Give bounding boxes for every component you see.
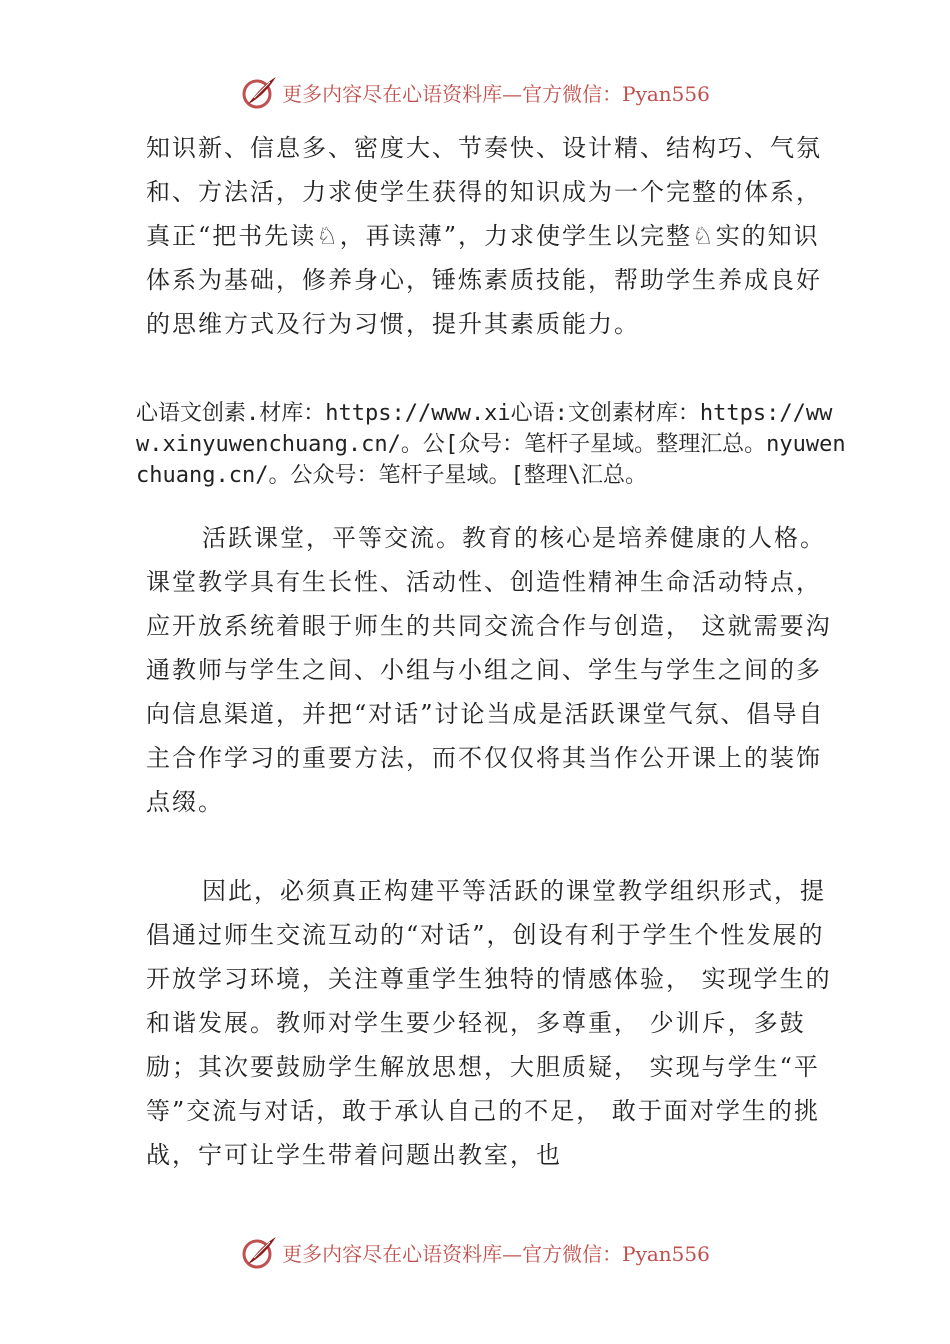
banner-label: 更多内容尽在心语资料库—官方微信： xyxy=(282,81,623,106)
banner-label: 更多内容尽在心语资料库—官方微信： xyxy=(282,1241,623,1266)
banner-wechat-id: Pyan556 xyxy=(622,1241,710,1266)
banner-wechat-id: Pyan556 xyxy=(622,81,710,106)
paragraph-1: 知识新、信息多、密度大、节奏快、设计精、结构巧、气氛和、方法活，力求使学生获得的知识成为一个完整的体系，真正“把书先读♘，再读薄”，力求使学生以完整♘实的知识体系为基础，修养身心，锤炼素质技能，帮助学生养成良好的思维方式及行为习惯，提升其素质能力。 xyxy=(146,134,822,338)
footer-banner xyxy=(0,1232,950,1272)
watermark-text: 心语文创素.材库：https://www.xi心语:文创素材库：https://www.xinyuwenchuang.cn/。公[众号：笔杆子星域。整理汇总。nyuwenchuang.cn/。公众号：笔杆子星域。[整理\汇总。 xyxy=(136,401,846,488)
banner-text xyxy=(282,1238,710,1267)
paragraph-2: 活跃课堂，平等交流。教育的核心是培养健康的人格。课堂教学具有生长性、活动性、创造性精神生命活动特点，应开放系统着眼于师生的共同交流合作与创造， 这就需要沟通教师与学生之间、小组与小组之间、学生与学生之间的多向信息渠道，并把“对话”讨论当成是活跃课堂气氛、倡导自主合作学习的重要方法，而不仅仅将其当作公开课上的装饰点缀。 xyxy=(146,524,832,816)
quill-logo-icon xyxy=(240,1234,280,1270)
header-banner xyxy=(0,72,950,112)
paragraph-3: 因此，必须真正构建平等活跃的课堂教学组织形式，提倡通过师生交流互动的“对话”，创设有利于学生个性发展的开放学习环境，关注尊重学生独特的情感体验， 实现学生的和谐发展。教师对学生要少轻视，多尊重， 少训斥，多鼓励；其次要鼓励学生解放思想，大胆质疑， 实现与学生“平等”交流与对话，敢于承认自己的不足， 敢于面对学生的挑战，宁可让学生带着问题出教室，也 xyxy=(146,877,832,1169)
quill-logo-icon xyxy=(240,74,280,110)
banner-text xyxy=(282,78,710,107)
